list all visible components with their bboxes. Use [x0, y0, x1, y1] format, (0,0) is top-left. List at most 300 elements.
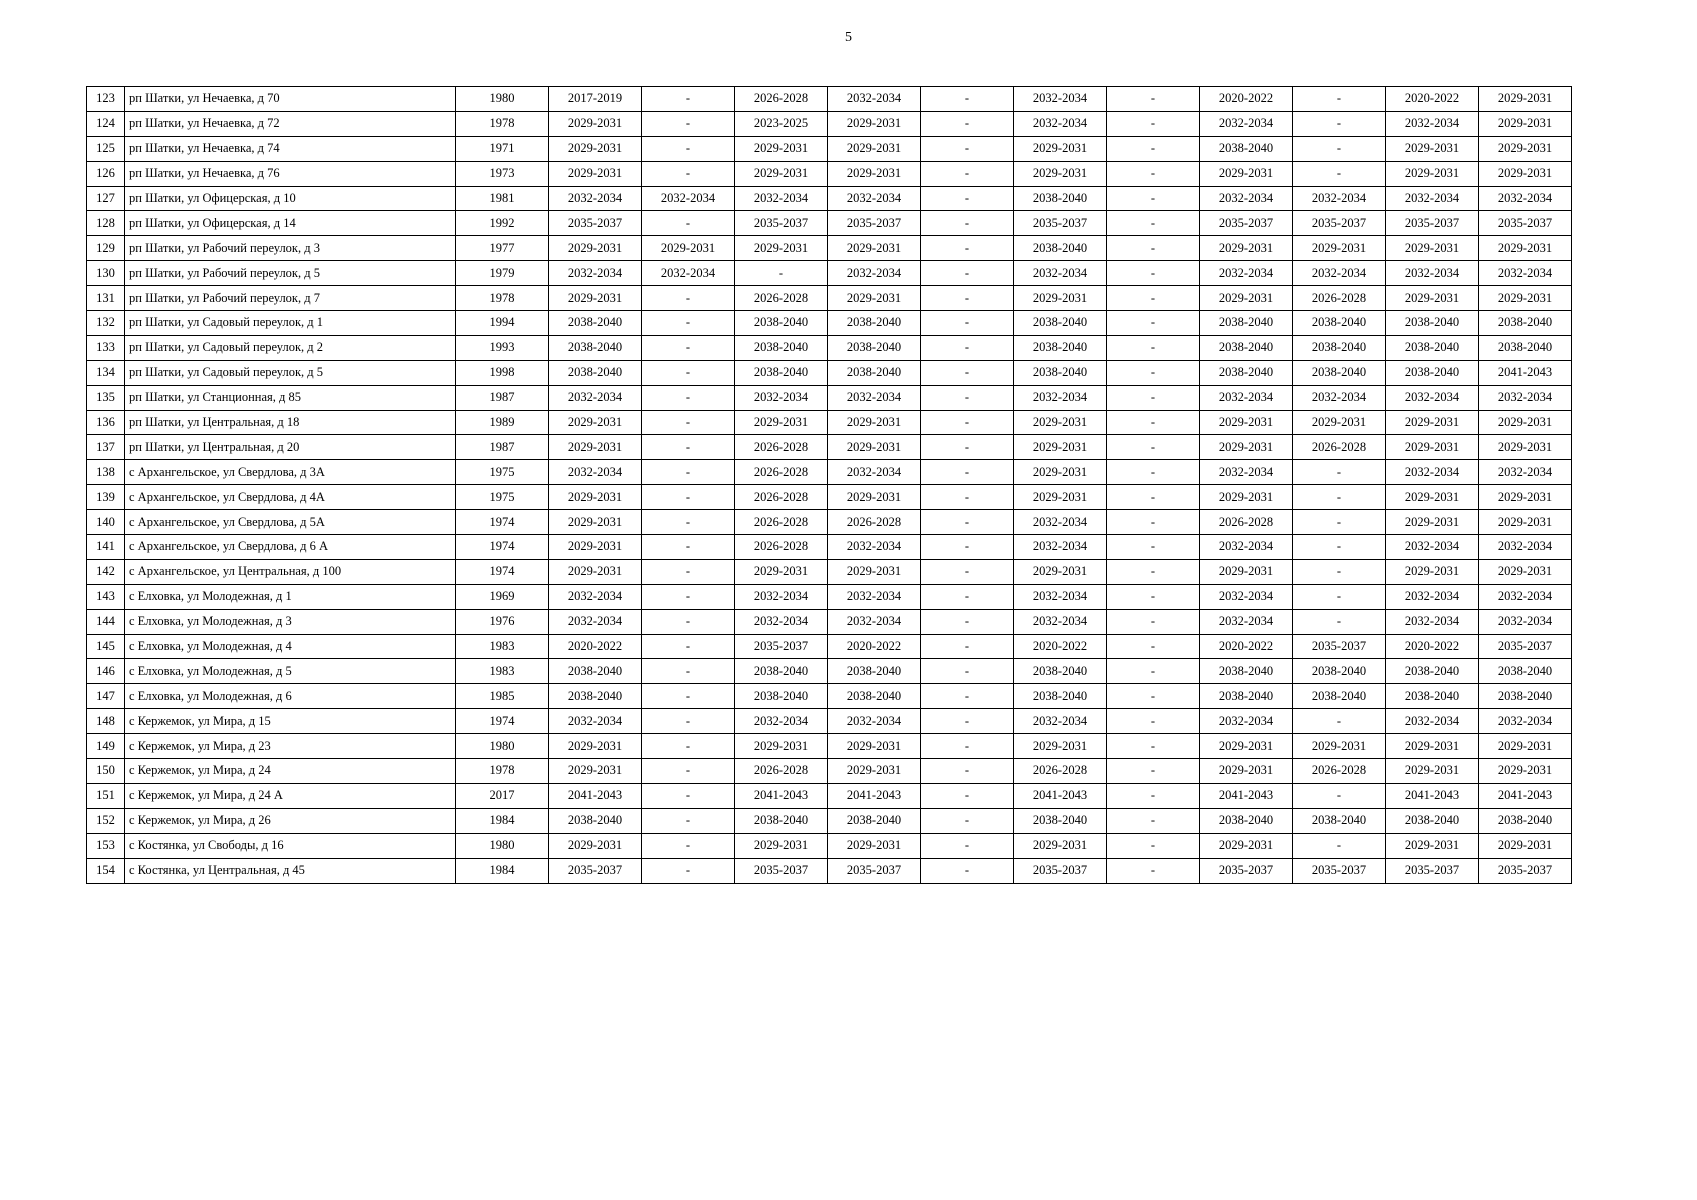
address-cell: рп Шатки, ул Рабочий переулок, д 3	[125, 236, 456, 261]
address-cell: рп Шатки, ул Нечаевка, д 74	[125, 136, 456, 161]
repair-period-cell: 2032-2034	[1479, 460, 1572, 485]
row-number-cell: 151	[87, 783, 125, 808]
repair-period-cell: 2038-2040	[1386, 808, 1479, 833]
repair-period-cell: 2038-2040	[1014, 360, 1107, 385]
repair-period-cell: 2032-2034	[1014, 510, 1107, 535]
table-row	[87, 535, 1572, 560]
row-number-cell: 135	[87, 385, 125, 410]
table-row	[87, 559, 1572, 584]
repair-period-cell: 2029-2031	[735, 833, 828, 858]
repair-period-cell: 2032-2034	[1386, 111, 1479, 136]
build-year-cell: 1974	[456, 709, 549, 734]
repair-period-cell: -	[921, 186, 1014, 211]
repair-period-cell: 2029-2031	[1014, 410, 1107, 435]
repair-period-cell: -	[1107, 136, 1200, 161]
address-cell: с Кержемок, ул Мира, д 15	[125, 709, 456, 734]
table-row	[87, 311, 1572, 336]
repair-period-cell: 2029-2031	[735, 136, 828, 161]
repair-period-cell: -	[1107, 186, 1200, 211]
repair-period-cell: 2032-2034	[828, 709, 921, 734]
repair-period-cell: 2041-2043	[1479, 360, 1572, 385]
repair-period-cell: 2029-2031	[549, 136, 642, 161]
build-year-cell: 1976	[456, 609, 549, 634]
repair-period-cell: 2032-2034	[1014, 584, 1107, 609]
table-row	[87, 684, 1572, 709]
repair-period-cell: -	[921, 759, 1014, 784]
repair-period-cell: 2032-2034	[1293, 186, 1386, 211]
repair-period-cell: 2038-2040	[549, 659, 642, 684]
row-number-cell: 134	[87, 360, 125, 385]
repair-period-cell: 2035-2037	[828, 211, 921, 236]
table-row	[87, 385, 1572, 410]
repair-period-cell: 2026-2028	[735, 435, 828, 460]
repair-period-cell: -	[1107, 161, 1200, 186]
repair-period-cell: 2029-2031	[1386, 236, 1479, 261]
repair-period-cell: 2038-2040	[1014, 684, 1107, 709]
repair-period-cell: 2029-2031	[549, 734, 642, 759]
repair-period-cell: -	[642, 311, 735, 336]
address-cell: с Костянка, ул Центральная, д 45	[125, 858, 456, 883]
repair-period-cell: 2032-2034	[1293, 385, 1386, 410]
repair-period-cell: -	[1107, 211, 1200, 236]
table-row	[87, 709, 1572, 734]
repair-period-cell: 2038-2040	[1386, 335, 1479, 360]
repair-period-cell: 2029-2031	[828, 236, 921, 261]
repair-period-cell: -	[1293, 510, 1386, 535]
repair-period-cell: -	[921, 584, 1014, 609]
repair-period-cell: 2032-2034	[1200, 460, 1293, 485]
row-number-cell: 131	[87, 286, 125, 311]
repair-period-cell: 2029-2031	[1014, 136, 1107, 161]
repair-period-cell: 2020-2022	[1386, 87, 1479, 112]
page-number: 5	[845, 30, 852, 45]
repair-period-cell: -	[1293, 584, 1386, 609]
repair-period-cell: 2038-2040	[1293, 659, 1386, 684]
repair-period-cell: -	[1107, 111, 1200, 136]
repair-period-cell: -	[1107, 435, 1200, 460]
repair-period-cell: 2038-2040	[1200, 136, 1293, 161]
repair-period-cell: 2026-2028	[735, 460, 828, 485]
repair-period-cell: -	[1107, 261, 1200, 286]
repair-period-cell: -	[921, 684, 1014, 709]
repair-period-cell: 2029-2031	[1479, 833, 1572, 858]
repair-period-cell: 2032-2034	[642, 186, 735, 211]
repair-period-cell: 2038-2040	[1293, 311, 1386, 336]
repair-period-cell: 2026-2028	[735, 759, 828, 784]
repair-period-cell: -	[921, 311, 1014, 336]
row-number-cell: 130	[87, 261, 125, 286]
repair-period-cell: 2029-2031	[1200, 559, 1293, 584]
repair-period-cell: -	[642, 286, 735, 311]
repair-period-cell: 2035-2037	[549, 858, 642, 883]
address-cell: с Кержемок, ул Мира, д 24 А	[125, 783, 456, 808]
build-year-cell: 1974	[456, 510, 549, 535]
repair-period-cell: -	[1293, 609, 1386, 634]
repair-period-cell: -	[1293, 87, 1386, 112]
repair-period-cell: 2032-2034	[549, 460, 642, 485]
repair-period-cell: 2035-2037	[1293, 211, 1386, 236]
repair-period-cell: -	[642, 734, 735, 759]
repair-period-cell: 2029-2031	[549, 759, 642, 784]
repair-period-cell: 2032-2034	[1386, 609, 1479, 634]
address-cell: рп Шатки, ул Садовый переулок, д 1	[125, 311, 456, 336]
row-number-cell: 153	[87, 833, 125, 858]
repair-period-cell: -	[642, 559, 735, 584]
row-number-cell: 138	[87, 460, 125, 485]
table-row	[87, 435, 1572, 460]
repair-period-cell: -	[921, 410, 1014, 435]
table-row	[87, 759, 1572, 784]
repair-period-cell: -	[642, 385, 735, 410]
repair-period-cell: -	[921, 659, 1014, 684]
repair-period-cell: 2038-2040	[828, 311, 921, 336]
repair-period-cell: 2029-2031	[549, 559, 642, 584]
repair-period-cell: 2029-2031	[828, 833, 921, 858]
row-number-cell: 145	[87, 634, 125, 659]
repair-period-cell: 2029-2031	[1386, 136, 1479, 161]
repair-period-cell: -	[921, 161, 1014, 186]
repair-period-cell: 2029-2031	[1200, 410, 1293, 435]
row-number-cell: 137	[87, 435, 125, 460]
address-cell: с Архангельское, ул Центральная, д 100	[125, 559, 456, 584]
repair-period-cell: 2029-2031	[1200, 286, 1293, 311]
row-number-cell: 147	[87, 684, 125, 709]
repair-period-cell: -	[1107, 858, 1200, 883]
repair-period-cell: 2029-2031	[1293, 236, 1386, 261]
repair-period-cell: -	[921, 360, 1014, 385]
repair-period-cell: 2038-2040	[735, 684, 828, 709]
table-row	[87, 286, 1572, 311]
repair-period-cell: 2029-2031	[1014, 286, 1107, 311]
repair-period-cell: -	[1107, 559, 1200, 584]
repair-period-cell: 2029-2031	[1386, 833, 1479, 858]
repair-period-cell: 2038-2040	[1293, 360, 1386, 385]
build-year-cell: 1979	[456, 261, 549, 286]
table-row	[87, 460, 1572, 485]
repair-period-cell: 2032-2034	[1200, 111, 1293, 136]
build-year-cell: 1978	[456, 286, 549, 311]
repair-period-cell: 2029-2031	[1014, 734, 1107, 759]
row-number-cell: 139	[87, 485, 125, 510]
repair-period-cell: -	[1293, 136, 1386, 161]
address-cell: с Елховка, ул Молодежная, д 6	[125, 684, 456, 709]
repair-period-cell: -	[1293, 111, 1386, 136]
repair-period-cell: 2029-2031	[1014, 460, 1107, 485]
repair-period-cell: 2029-2031	[1014, 485, 1107, 510]
repair-period-cell: 2032-2034	[1200, 186, 1293, 211]
repair-period-cell: 2038-2040	[828, 659, 921, 684]
address-cell: с Кержемок, ул Мира, д 26	[125, 808, 456, 833]
repair-period-cell: 2038-2040	[549, 808, 642, 833]
repair-period-cell: 2029-2031	[1386, 435, 1479, 460]
repair-period-cell: 2038-2040	[1014, 236, 1107, 261]
repair-period-cell: 2032-2034	[828, 261, 921, 286]
repair-period-cell: -	[921, 236, 1014, 261]
repair-period-cell: -	[642, 485, 735, 510]
table-row	[87, 659, 1572, 684]
repair-period-cell: 2038-2040	[1293, 808, 1386, 833]
repair-period-cell: -	[1107, 833, 1200, 858]
repair-period-cell: 2029-2031	[1386, 410, 1479, 435]
repair-period-cell: 2020-2022	[1014, 634, 1107, 659]
repair-period-cell: -	[1107, 360, 1200, 385]
table-row	[87, 410, 1572, 435]
repair-period-cell: -	[921, 734, 1014, 759]
repair-period-cell: -	[1293, 833, 1386, 858]
repair-period-cell: 2029-2031	[1479, 87, 1572, 112]
repair-period-cell: 2035-2037	[1200, 211, 1293, 236]
repair-period-cell: 2035-2037	[1200, 858, 1293, 883]
address-cell: рп Шатки, ул Нечаевка, д 76	[125, 161, 456, 186]
build-year-cell: 2017	[456, 783, 549, 808]
row-number-cell: 154	[87, 858, 125, 883]
repair-period-cell: 2035-2037	[549, 211, 642, 236]
repair-period-cell: 2032-2034	[1386, 709, 1479, 734]
table-row	[87, 87, 1572, 112]
address-cell: с Костянка, ул Свободы, д 16	[125, 833, 456, 858]
repair-period-cell: 2029-2031	[1479, 410, 1572, 435]
address-cell: с Архангельское, ул Свердлова, д 3А	[125, 460, 456, 485]
repair-period-cell: 2032-2034	[1386, 460, 1479, 485]
repair-period-cell: 2029-2031	[828, 485, 921, 510]
repair-period-cell: 2038-2040	[828, 360, 921, 385]
repair-period-cell: 2032-2034	[1386, 584, 1479, 609]
repair-period-cell: -	[921, 485, 1014, 510]
repair-period-cell: -	[921, 111, 1014, 136]
repair-period-cell: -	[642, 709, 735, 734]
repair-period-cell: 2041-2043	[735, 783, 828, 808]
repair-period-cell: 2029-2031	[735, 559, 828, 584]
repair-period-cell: 2038-2040	[1200, 659, 1293, 684]
repair-period-cell: 2038-2040	[1479, 684, 1572, 709]
repair-period-cell: 2035-2037	[828, 858, 921, 883]
repair-period-cell: 2029-2031	[1386, 759, 1479, 784]
address-cell: рп Шатки, ул Нечаевка, д 70	[125, 87, 456, 112]
repair-period-cell: 2032-2034	[1386, 261, 1479, 286]
row-number-cell: 149	[87, 734, 125, 759]
repair-period-cell: 2032-2034	[1386, 385, 1479, 410]
repair-period-cell: -	[1107, 286, 1200, 311]
table-row	[87, 609, 1572, 634]
repair-period-cell: -	[1107, 87, 1200, 112]
address-cell: рп Шатки, ул Станционная, д 85	[125, 385, 456, 410]
repair-period-cell: 2032-2034	[828, 186, 921, 211]
repair-period-cell: 2038-2040	[1200, 335, 1293, 360]
repair-period-cell: -	[1107, 410, 1200, 435]
repair-period-cell: 2038-2040	[549, 684, 642, 709]
repair-period-cell: 2038-2040	[735, 659, 828, 684]
build-year-cell: 1984	[456, 808, 549, 833]
repair-period-cell: -	[642, 684, 735, 709]
repair-period-cell: 2038-2040	[1200, 684, 1293, 709]
address-cell: с Архангельское, ул Свердлова, д 6 А	[125, 535, 456, 560]
repair-period-cell: -	[1107, 335, 1200, 360]
repair-period-cell: -	[1107, 709, 1200, 734]
repair-period-cell: 2029-2031	[1200, 435, 1293, 460]
repair-period-cell: -	[1107, 535, 1200, 560]
address-cell: с Архангельское, ул Свердлова, д 5А	[125, 510, 456, 535]
repair-period-cell: -	[921, 335, 1014, 360]
repair-period-cell: 2035-2037	[735, 211, 828, 236]
repair-period-cell: 2029-2031	[549, 161, 642, 186]
repair-period-cell: 2041-2043	[828, 783, 921, 808]
repair-period-cell: 2029-2031	[1200, 759, 1293, 784]
build-year-cell: 1994	[456, 311, 549, 336]
repair-period-cell: 2029-2031	[1200, 236, 1293, 261]
repair-period-cell: 2032-2034	[549, 709, 642, 734]
repair-period-cell: -	[921, 808, 1014, 833]
table-row	[87, 186, 1572, 211]
repair-period-cell: 2035-2037	[1293, 858, 1386, 883]
repair-period-cell: 2035-2037	[1479, 858, 1572, 883]
repair-period-cell: 2029-2031	[549, 236, 642, 261]
repair-period-cell: 2038-2040	[735, 360, 828, 385]
repair-period-cell: 2026-2028	[1293, 286, 1386, 311]
repair-period-cell: -	[921, 510, 1014, 535]
table-row	[87, 360, 1572, 385]
repair-period-cell: 2029-2031	[1386, 734, 1479, 759]
repair-period-cell: 2032-2034	[1014, 87, 1107, 112]
repair-period-cell: 2038-2040	[1386, 360, 1479, 385]
repair-period-cell: 2029-2031	[828, 111, 921, 136]
repair-period-cell: -	[921, 136, 1014, 161]
repair-period-cell: 2029-2031	[549, 111, 642, 136]
repair-period-cell: 2029-2031	[1200, 833, 1293, 858]
repair-period-cell: 2026-2028	[1014, 759, 1107, 784]
repair-period-cell: 2032-2034	[828, 460, 921, 485]
repair-period-cell: 2032-2034	[1014, 535, 1107, 560]
repair-period-cell: 2029-2031	[1479, 759, 1572, 784]
address-cell: рп Шатки, ул Центральная, д 20	[125, 435, 456, 460]
row-number-cell: 140	[87, 510, 125, 535]
repair-period-cell: -	[642, 609, 735, 634]
repair-period-cell: -	[1107, 759, 1200, 784]
repair-period-cell: 2029-2031	[1386, 485, 1479, 510]
repair-period-cell: -	[1107, 659, 1200, 684]
table-row	[87, 111, 1572, 136]
row-number-cell: 132	[87, 311, 125, 336]
repair-period-cell: -	[642, 136, 735, 161]
repair-period-cell: -	[921, 709, 1014, 734]
repair-period-cell: -	[921, 634, 1014, 659]
repair-period-cell: 2035-2037	[1479, 211, 1572, 236]
repair-period-cell: -	[1293, 161, 1386, 186]
repair-period-cell: 2038-2040	[1479, 335, 1572, 360]
build-year-cell: 1983	[456, 659, 549, 684]
repair-period-cell: 2038-2040	[549, 360, 642, 385]
repair-period-cell: 2029-2031	[549, 833, 642, 858]
row-number-cell: 141	[87, 535, 125, 560]
repair-period-cell: 2029-2031	[828, 435, 921, 460]
repair-period-cell: 2032-2034	[1479, 709, 1572, 734]
repair-period-cell: 2029-2031	[828, 734, 921, 759]
table-row	[87, 236, 1572, 261]
address-cell: с Елховка, ул Молодежная, д 4	[125, 634, 456, 659]
repair-period-cell: -	[1293, 485, 1386, 510]
build-year-cell: 1978	[456, 759, 549, 784]
row-number-cell: 150	[87, 759, 125, 784]
repair-period-cell: 2029-2031	[1014, 559, 1107, 584]
repair-period-cell: 2029-2031	[1386, 559, 1479, 584]
repair-period-cell: -	[642, 808, 735, 833]
table-row	[87, 833, 1572, 858]
row-number-cell: 136	[87, 410, 125, 435]
repair-period-cell: 2035-2037	[1014, 858, 1107, 883]
repair-period-cell: 2029-2031	[1479, 510, 1572, 535]
repair-period-cell: 2029-2031	[1479, 435, 1572, 460]
repair-period-cell: -	[642, 111, 735, 136]
address-cell: рп Шатки, ул Офицерская, д 10	[125, 186, 456, 211]
repair-period-cell: -	[921, 261, 1014, 286]
repair-period-cell: -	[735, 261, 828, 286]
repair-period-cell: -	[642, 783, 735, 808]
build-year-cell: 1978	[456, 111, 549, 136]
repair-period-cell: 2032-2034	[1014, 709, 1107, 734]
row-number-cell: 144	[87, 609, 125, 634]
repair-period-cell: -	[642, 535, 735, 560]
repair-period-cell: 2029-2031	[1200, 734, 1293, 759]
repair-period-cell: 2032-2034	[642, 261, 735, 286]
repair-period-cell: 2029-2031	[1479, 485, 1572, 510]
repair-period-cell: -	[1107, 311, 1200, 336]
repair-period-cell: 2038-2040	[549, 311, 642, 336]
address-cell: с Архангельское, ул Свердлова, д 4А	[125, 485, 456, 510]
build-year-cell: 1985	[456, 684, 549, 709]
repair-period-cell: -	[1107, 783, 1200, 808]
repair-period-cell: 2029-2031	[1479, 734, 1572, 759]
address-cell: с Елховка, ул Молодежная, д 3	[125, 609, 456, 634]
repair-period-cell: 2038-2040	[828, 335, 921, 360]
repair-period-cell: 2020-2022	[1200, 634, 1293, 659]
repair-period-cell: 2032-2034	[1014, 385, 1107, 410]
repair-period-cell: 2029-2031	[1386, 286, 1479, 311]
repair-period-cell: -	[642, 833, 735, 858]
repair-period-cell: 2038-2040	[549, 335, 642, 360]
repair-period-cell: -	[921, 609, 1014, 634]
repair-period-cell: 2032-2034	[1386, 535, 1479, 560]
repair-period-cell: 2029-2031	[828, 286, 921, 311]
repair-period-cell: 2038-2040	[1200, 311, 1293, 336]
row-number-cell: 129	[87, 236, 125, 261]
build-year-cell: 1987	[456, 435, 549, 460]
repair-period-cell: 2029-2031	[549, 286, 642, 311]
build-year-cell: 1984	[456, 858, 549, 883]
repair-period-cell: 2032-2034	[1479, 186, 1572, 211]
repair-period-cell: 2032-2034	[549, 584, 642, 609]
repair-period-cell: 2038-2040	[1014, 335, 1107, 360]
repair-period-cell: -	[921, 286, 1014, 311]
repair-period-cell: 2038-2040	[1293, 684, 1386, 709]
repair-period-cell: 2035-2037	[1479, 634, 1572, 659]
row-number-cell: 142	[87, 559, 125, 584]
repair-period-cell: -	[1107, 510, 1200, 535]
repair-period-cell: -	[921, 833, 1014, 858]
repair-period-cell: 2032-2034	[1386, 186, 1479, 211]
repair-period-cell: -	[1107, 734, 1200, 759]
repair-period-cell: 2035-2037	[735, 858, 828, 883]
repair-period-cell: -	[1293, 709, 1386, 734]
repair-period-cell: -	[921, 87, 1014, 112]
repair-period-cell: 2032-2034	[828, 584, 921, 609]
build-year-cell: 1975	[456, 485, 549, 510]
repair-period-cell: 2029-2031	[1200, 161, 1293, 186]
repair-period-cell: 2026-2028	[828, 510, 921, 535]
row-number-cell: 133	[87, 335, 125, 360]
table-row	[87, 734, 1572, 759]
repair-period-cell: 2029-2031	[549, 435, 642, 460]
table-row	[87, 584, 1572, 609]
build-year-cell: 1974	[456, 559, 549, 584]
